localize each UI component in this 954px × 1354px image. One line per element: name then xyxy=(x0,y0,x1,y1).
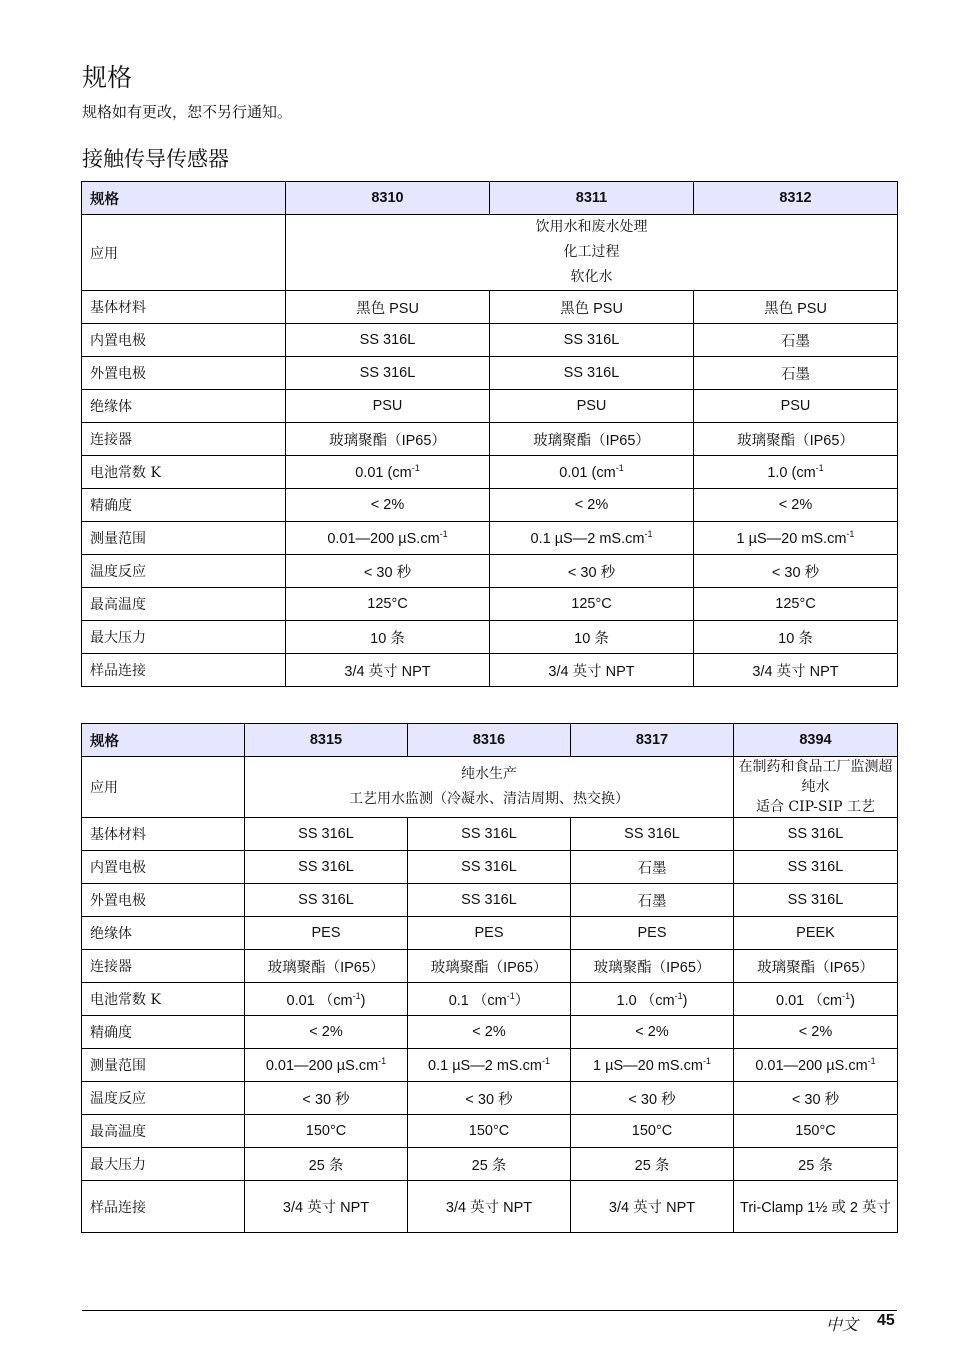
page-title: 规格 xyxy=(82,63,133,92)
table-cell: 玻璃聚酯（IP65） xyxy=(694,423,898,456)
table-cell: SS 316L xyxy=(245,818,408,851)
table-cell: Tri-Clamp 1½ 或 2 英寸 xyxy=(734,1181,898,1233)
row-label: 绝缘体 xyxy=(82,390,286,423)
row-label: 测量范围 xyxy=(82,1049,245,1082)
table-cell: < 30 秒 xyxy=(286,555,490,588)
table-cell: 1 µS—20 $mS.cm^{-1}$ xyxy=(694,522,898,555)
table-cell: 3/4 英寸 NPT xyxy=(245,1181,408,1233)
table-row xyxy=(82,983,898,1016)
table-cell: < 30 秒 xyxy=(408,1082,571,1115)
row-label: 电池常数 K xyxy=(82,983,245,1016)
table-row xyxy=(82,654,898,687)
table-row-application xyxy=(82,215,898,291)
table-cell: SS 316L xyxy=(734,818,898,851)
table-cell: SS 316L xyxy=(245,851,408,884)
table-cell: 0.1 µS—2 $mS.cm^{-1}$ xyxy=(490,522,694,555)
table-cell: PEEK xyxy=(734,917,898,950)
table-cell: 0.01—200 $\mu S.cm^{-1}$ xyxy=(245,1049,408,1082)
table-cell: 玻璃聚酯（IP65） xyxy=(734,950,898,983)
table-cell: < 2% xyxy=(490,489,694,522)
table-cell: 125°C xyxy=(490,588,694,621)
table-cell: PSU xyxy=(694,390,898,423)
application-line: 工艺用水监测（冷凝水、清洁周期、热交换） xyxy=(349,791,629,807)
table-cell: 玻璃聚酯（IP65） xyxy=(245,950,408,983)
application-line: 纯水生产 xyxy=(461,766,517,782)
table-row xyxy=(82,917,898,950)
header-model: 8317 xyxy=(571,724,734,757)
header-model: 8394 xyxy=(734,724,898,757)
table-cell: 125°C xyxy=(694,588,898,621)
row-label: 最高温度 xyxy=(82,1115,245,1148)
table-cell: 石墨 xyxy=(571,884,734,917)
table-cell: PES xyxy=(245,917,408,950)
table-cell: 石墨 xyxy=(694,324,898,357)
table-cell: 黑色 PSU xyxy=(694,291,898,324)
application-line: 软化水 xyxy=(570,269,613,285)
table-cell: 玻璃聚酯（IP65） xyxy=(490,423,694,456)
table-header-row xyxy=(82,182,898,215)
table-cell: 150°C xyxy=(408,1115,571,1148)
row-label: 外置电极 xyxy=(82,884,245,917)
table-row xyxy=(82,950,898,983)
row-label: 样品连接 xyxy=(82,1181,245,1233)
application-cell xyxy=(245,757,734,818)
table-row xyxy=(82,1082,898,1115)
section-title: 接触传导传感器 xyxy=(82,147,229,171)
table-cell: 黑色 PSU xyxy=(490,291,694,324)
table-cell: 150°C xyxy=(734,1115,898,1148)
table-cell: 150°C xyxy=(245,1115,408,1148)
table-cell: < 30 秒 xyxy=(490,555,694,588)
table-cell: < 2% xyxy=(245,1016,408,1049)
table-cell: SS 316L xyxy=(245,884,408,917)
table-cell: 0.01—200 $\mu S.cm^{-1}$ xyxy=(286,522,490,555)
table-cell: PES xyxy=(571,917,734,950)
table-row xyxy=(82,324,898,357)
table-row xyxy=(82,884,898,917)
header-model: 8311 xyxy=(490,182,694,215)
table-row xyxy=(82,588,898,621)
header-model: 8310 xyxy=(286,182,490,215)
footer-language: 中文 xyxy=(826,1315,859,1334)
table-cell: SS 316L xyxy=(571,818,734,851)
table-cell: PSU xyxy=(490,390,694,423)
table-cell: < 30 秒 xyxy=(571,1082,734,1115)
row-label: 应用 xyxy=(82,757,245,818)
table-cell: 3/4 英寸 NPT xyxy=(694,654,898,687)
footer-divider xyxy=(82,1310,897,1311)
table-cell: 3/4 英寸 NPT xyxy=(286,654,490,687)
table-row xyxy=(82,851,898,884)
table-cell: 125°C xyxy=(286,588,490,621)
table-cell: < 30 秒 xyxy=(245,1082,408,1115)
row-label: 最大压力 xyxy=(82,621,286,654)
table-cell: SS 316L xyxy=(734,884,898,917)
table-cell: 10 条 xyxy=(286,621,490,654)
table-row xyxy=(82,1148,898,1181)
table-cell: 玻璃聚酯（IP65） xyxy=(571,950,734,983)
row-label: 精确度 xyxy=(82,489,286,522)
application-line: 化工过程 xyxy=(563,244,620,260)
table-cell: 10 条 xyxy=(694,621,898,654)
table-cell: 黑色 PSU xyxy=(286,291,490,324)
row-label: 连接器 xyxy=(82,950,245,983)
table-cell: 0.01 $(cm^{-1})$ xyxy=(734,983,898,1016)
table-cell: 0.1 µS—2 $mS.cm^{-1}$ xyxy=(408,1049,571,1082)
spec-change-note: 规格如有更改，恕不另行通知。 xyxy=(82,103,293,121)
table-cell: < 2% xyxy=(286,489,490,522)
row-label: 应用 xyxy=(82,215,286,291)
table-row xyxy=(82,1181,898,1233)
table-cell: 0.1 $(cm^{-1})$ xyxy=(408,983,571,1016)
application-line: 在制药和食品工厂监测超纯水 xyxy=(738,759,893,795)
table-cell: 25 条 xyxy=(245,1148,408,1181)
row-label: 外置电极 xyxy=(82,357,286,390)
table-cell: 3/4 英寸 NPT xyxy=(490,654,694,687)
table-cell: SS 316L xyxy=(408,851,571,884)
application-cell-8394 xyxy=(734,757,898,818)
table-row xyxy=(82,621,898,654)
table-cell: < 2% xyxy=(571,1016,734,1049)
application-line: 适合 CIP-SIP 工艺 xyxy=(755,799,876,815)
application-line: 饮用水和废水处理 xyxy=(535,219,648,235)
table-cell: PSU xyxy=(286,390,490,423)
table-cell: SS 316L xyxy=(286,357,490,390)
table-cell: 0.01 $(cm^{-1})$ xyxy=(245,983,408,1016)
table-cell: SS 316L xyxy=(408,818,571,851)
table-row xyxy=(82,1049,898,1082)
table-cell: < 30 秒 xyxy=(734,1082,898,1115)
row-label: 测量范围 xyxy=(82,522,286,555)
table-row xyxy=(82,390,898,423)
table-row xyxy=(82,489,898,522)
table-row xyxy=(82,423,898,456)
table-cell: < 2% xyxy=(694,489,898,522)
table-cell: 150°C xyxy=(571,1115,734,1148)
row-label: 基体材料 xyxy=(82,291,286,324)
header-spec: 规格 xyxy=(82,182,286,215)
table-cell: SS 316L xyxy=(490,324,694,357)
header-model: 8316 xyxy=(408,724,571,757)
table-cell: 25 条 xyxy=(571,1148,734,1181)
row-label: 精确度 xyxy=(82,1016,245,1049)
table-cell: < 2% xyxy=(734,1016,898,1049)
header-model: 8315 xyxy=(245,724,408,757)
header-model: 8312 xyxy=(694,182,898,215)
table-cell: 玻璃聚酯（IP65） xyxy=(408,950,571,983)
table-row xyxy=(82,818,898,851)
table-row xyxy=(82,1016,898,1049)
table-cell: 石墨 xyxy=(571,851,734,884)
row-label: 内置电极 xyxy=(82,851,245,884)
row-label: 最大压力 xyxy=(82,1148,245,1181)
table-row-application xyxy=(82,757,898,818)
row-label: 基体材料 xyxy=(82,818,245,851)
page-number: 45 xyxy=(877,1312,895,1329)
table-cell: 0.01 ($cm^{-1}$ xyxy=(286,456,490,489)
table-cell: 1.0 ($cm^{-1}$ xyxy=(694,456,898,489)
table-cell: 25 条 xyxy=(408,1148,571,1181)
table-cell: PES xyxy=(408,917,571,950)
spec-table-8315-8394 xyxy=(81,723,898,1233)
table-cell: 10 条 xyxy=(490,621,694,654)
table-cell: < 2% xyxy=(408,1016,571,1049)
table-row xyxy=(82,357,898,390)
table-row xyxy=(82,1115,898,1148)
table-row xyxy=(82,555,898,588)
table-cell: 0.01 ($cm^{-1}$ xyxy=(490,456,694,489)
table-cell: 25 条 xyxy=(734,1148,898,1181)
table-row xyxy=(82,291,898,324)
table-row xyxy=(82,522,898,555)
row-label: 连接器 xyxy=(82,423,286,456)
application-cell xyxy=(286,215,898,291)
table-cell: 1.0 $(cm^{-1})$ xyxy=(571,983,734,1016)
table-cell: SS 316L xyxy=(490,357,694,390)
table-cell: 1 µS—20 $mS.cm^{-1}$ xyxy=(571,1049,734,1082)
row-label: 电池常数 K xyxy=(82,456,286,489)
table-cell: SS 316L xyxy=(408,884,571,917)
row-label: 样品连接 xyxy=(82,654,286,687)
row-label: 最高温度 xyxy=(82,588,286,621)
row-label: 内置电极 xyxy=(82,324,286,357)
table-row xyxy=(82,456,898,489)
table-cell: 3/4 英寸 NPT xyxy=(408,1181,571,1233)
row-label: 绝缘体 xyxy=(82,917,245,950)
table-cell: SS 316L xyxy=(286,324,490,357)
table-cell: 石墨 xyxy=(694,357,898,390)
table-cell: 玻璃聚酯（IP65） xyxy=(286,423,490,456)
header-spec: 规格 xyxy=(82,724,245,757)
table-cell: SS 316L xyxy=(734,851,898,884)
table-cell: < 30 秒 xyxy=(694,555,898,588)
table-header-row xyxy=(82,724,898,757)
table-cell: 0.01—200 $\mu S.cm^{-1}$ xyxy=(734,1049,898,1082)
row-label: 温度反应 xyxy=(82,1082,245,1115)
spec-table-8310-8312 xyxy=(81,181,898,687)
row-label: 温度反应 xyxy=(82,555,286,588)
table-cell: 3/4 英寸 NPT xyxy=(571,1181,734,1233)
